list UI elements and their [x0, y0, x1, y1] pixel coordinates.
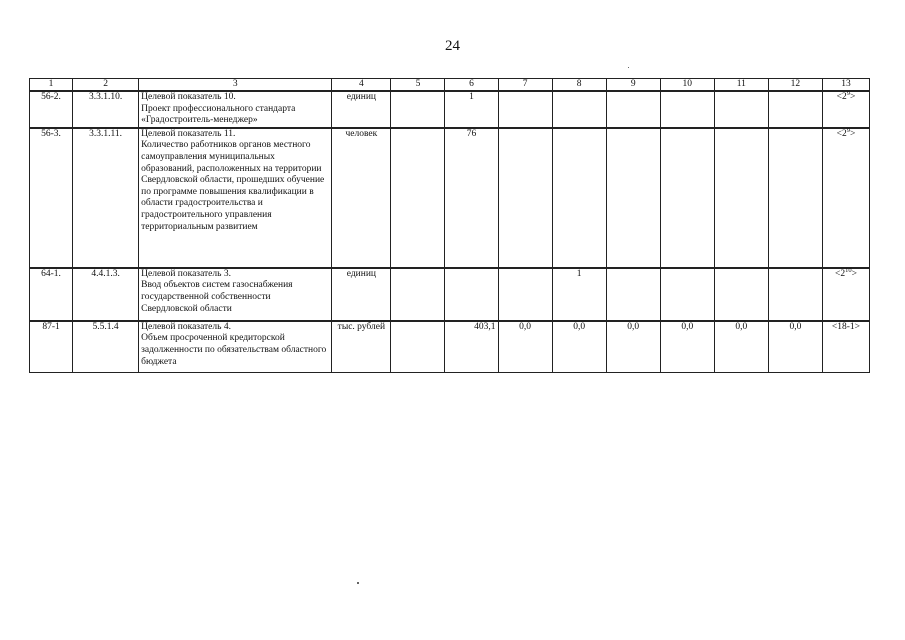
row-note: [822, 321, 869, 373]
row-id: 64-1.: [30, 268, 73, 321]
column-header: 11: [714, 79, 768, 92]
cell-col6: 403,1: [445, 321, 498, 373]
note-text: <2: [834, 268, 846, 279]
cell-col8: 0,0: [552, 321, 606, 373]
row-note: [822, 268, 869, 321]
header-row: [30, 79, 870, 92]
cell-col6: [445, 268, 498, 321]
row-description: Целевой показатель 4. Объем просроченной кредиторской задолженности по обязательствам областного бюджета: [139, 321, 332, 373]
cell-col6: 76: [445, 128, 498, 268]
column-header: 7: [498, 79, 552, 92]
cell-col11: [714, 268, 768, 321]
note-text: <2: [836, 92, 847, 102]
column-header: 3: [139, 79, 332, 92]
column-header: 13: [822, 79, 869, 92]
indicator-table: [29, 78, 870, 373]
cell-col9: [606, 128, 660, 268]
row-unit: тыс. рублей: [332, 321, 391, 373]
column-header: 8: [552, 79, 606, 92]
row-code: 3.3.1.11.: [73, 128, 139, 268]
cell-col12: 0,0: [768, 321, 822, 373]
scan-speck: [628, 67, 629, 68]
column-header: 6: [445, 79, 498, 92]
table-row: [30, 321, 870, 373]
column-header: 10: [660, 79, 714, 92]
note-superscript: 10: [845, 266, 852, 274]
note-superscript: 9: [846, 89, 850, 97]
column-header: 9: [606, 79, 660, 92]
cell-col10: 0,0: [660, 321, 714, 373]
cell-col7: [498, 91, 552, 128]
column-header: 5: [391, 79, 445, 92]
cell-col12: [768, 91, 822, 128]
row-id: 56-3.: [30, 128, 73, 268]
row-note: [822, 128, 869, 268]
note-end: >: [849, 128, 856, 139]
cell-col7: 0,0: [498, 321, 552, 373]
cell-col6: 1: [445, 91, 498, 128]
row-unit: человек: [332, 128, 391, 268]
cell-col5: [391, 268, 445, 321]
row-id: 56-2.: [30, 91, 73, 128]
cell-col10: [660, 268, 714, 321]
cell-col5: [391, 321, 445, 373]
table-row: [30, 91, 870, 128]
cell-col9: [606, 91, 660, 128]
table-row: [30, 268, 870, 321]
row-code: 4.4.1.3.: [73, 268, 139, 321]
cell-col8: 1: [552, 268, 606, 321]
cell-col11: [714, 128, 768, 268]
cell-col5: [391, 128, 445, 268]
note-end: >: [849, 92, 856, 102]
page-number: 24: [445, 38, 460, 54]
row-unit: единиц: [332, 91, 391, 128]
cell-col9: 0,0: [606, 321, 660, 373]
cell-col9: [606, 268, 660, 321]
row-description: Целевой показатель 11. Количество работников органов местного самоуправления муниципальных образований, расположенных на территории Свердловской области, прошедших обучение по программе повышения квалификации в области градостроительства и градостроительного управления территориальным развитием: [139, 128, 332, 268]
cell-col7: [498, 268, 552, 321]
row-description: Целевой показатель 10. Проект профессионального стандарта «Градостроитель-менеджер»: [139, 91, 332, 128]
note-superscript: 9: [846, 126, 850, 134]
column-header: 2: [73, 79, 139, 92]
row-description: Целевой показатель 3. Ввод объектов систем газоснабжения государственной собственности Свердловской области: [139, 268, 332, 321]
column-header: 12: [768, 79, 822, 92]
row-unit: единиц: [332, 268, 391, 321]
row-note: [822, 91, 869, 128]
cell-col12: [768, 268, 822, 321]
cell-col10: [660, 91, 714, 128]
row-code: 3.3.1.10.: [73, 91, 139, 128]
table-row: [30, 128, 870, 268]
scan-speck: [357, 582, 359, 584]
row-id: 87-1: [30, 321, 73, 373]
row-code: 5.5.1.4: [73, 321, 139, 373]
cell-col11: [714, 91, 768, 128]
cell-col5: [391, 91, 445, 128]
note-end: >: [851, 268, 857, 279]
note-text: <2: [836, 128, 847, 139]
cell-col8: [552, 91, 606, 128]
cell-col11: 0,0: [714, 321, 768, 373]
cell-col12: [768, 128, 822, 268]
column-header: 1: [30, 79, 73, 92]
cell-col10: [660, 128, 714, 268]
cell-col7: [498, 128, 552, 268]
note-text: <18-1>: [831, 321, 861, 332]
column-header: 4: [332, 79, 391, 92]
cell-col8: [552, 128, 606, 268]
